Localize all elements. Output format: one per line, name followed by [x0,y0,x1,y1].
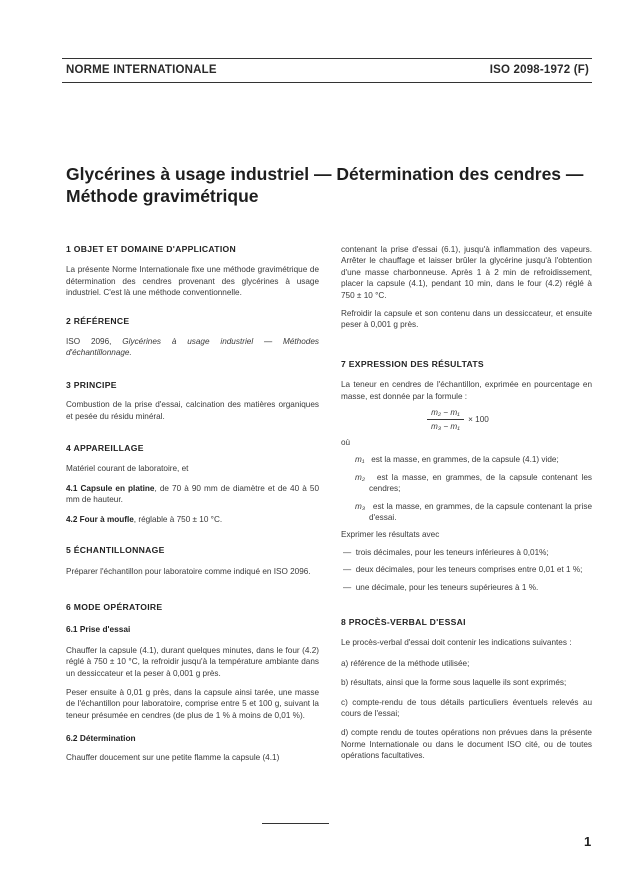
standard-label: NORME INTERNATIONALE [66,64,217,76]
section-8-heading: 8 PROCÈS-VERBAL D'ESSAI [341,616,466,627]
report-item-c: c) compte-rendu de tous détails particuliers éventuels relevés au cours de l'essai; [341,697,592,718]
decimal-rule-3: — une décimale, pour les teneurs supérieures à 1 %. [343,582,539,592]
reference-number: ISO 2096, [66,337,123,347]
report-item-b: b) résultats, ainsi que la forme sous laquelle ils sont exprimés; [341,678,567,688]
left-column [66,244,319,763]
subsection-6-2-text: Chauffer doucement sur une petite flamme la capsule (4.1) [66,752,280,762]
right-column [341,244,592,762]
section-1-heading: 1 OBJET ET DOMAINE D'APPLICATION [66,244,237,254]
report-item-a: a) référence de la méthode utilisée; [341,658,470,668]
symbol-m3: m₃ [355,501,366,511]
cooling-text: Refroidir la capsule et son contenu dans un dessiccateur, et ensuite peser à 0,001 g près. [341,309,592,330]
section-3-text: Combustion de la prise d'essai, calcination des matières organiques et pesée du résidu minéral. [66,400,319,421]
footer-rule [262,823,329,824]
definition-m3 [355,501,592,524]
section-3-heading: 3 PRINCIPE [66,379,117,390]
item-4-1-label: 4.1 Capsule en platine [66,483,155,493]
section-4-heading: 4 APPAREILLAGE [66,443,144,454]
section-5-text: Préparer l'échantillon pour laboratoire comme indiqué en ISO 2096. [66,566,311,576]
section-6-heading: 6 MODE OPÉRATOIRE [66,601,163,612]
section-8-intro: Le procès-verbal d'essai doit contenir les indications suivantes : [341,638,572,648]
title-line-1: Glycérines à usage industriel — Détermination des cendres — [66,164,584,184]
item-4-2-label: 4.2 Four à moufle [66,514,134,524]
symbol-definitions [355,454,592,523]
reference-title: Glycérines à usage industriel — Méthodes d'échantillonnage. [66,337,319,358]
decimal-rules [343,547,592,593]
definition-m2-text: est la masse, en grammes, de la capsule contenant les cendres; [369,472,592,494]
section-5-heading: 5 ÉCHANTILLONNAGE [66,545,165,556]
title-line-2: Méthode gravimétrique [66,186,259,206]
subsection-6-1-heading: 6.1 Prise d'essai [66,624,131,635]
item-4-1 [66,483,319,506]
symbol-m2: m₂ [355,472,365,482]
formula-denominator: m₃ − m₁ [431,422,460,432]
section-2-text [66,336,319,359]
section-7-intro: La teneur en cendres de l'échantillon, exprimée en pourcentage en masse, est donnée par la formule : [341,380,592,401]
item-4-2 [66,514,319,525]
definition-m3-text: est la masse, en grammes, de la capsule contenant la prise d'essai. [369,501,593,522]
decimal-rule-3-text: une décimale, pour les teneurs supérieures à 1 %. [355,582,539,592]
decimal-rule-2-text: deux décimales, pour les teneurs comprises entre 0,01 et 1 %; [355,565,583,575]
subsection-6-1-p1: Chauffer la capsule (4.1), durant quelques minutes, dans le four (4.2) réglé à 750 ± 10 °C, la refroidir jusqu'à la température ambiante dans un dessiccateur et la peser à 0,001 g près. [66,645,319,678]
section-1-text: La présente Norme Internationale fixe une méthode gravimétrique de détermination des cendres provenant des glycérines à usage industriel. C'est là une méthode conventionnelle. [66,265,319,298]
formula-fraction [427,407,464,433]
document-title [66,163,606,207]
item-4-2-text: , réglable à 750 ± 10 °C. [133,514,223,524]
determination-continued: contenant la prise d'essai (6.1), jusqu'à inflammation des vapeurs. Arrêter le chauffage et laisser brûler la glycérine jusqu'à l'obtention d'une masse charbonneuse. Après 1 à 2 min de refroidissement, placer la capsule (4.1), pendant 10 min, dans le four (4.2) réglé à 750 ± 10 °C. [341,245,592,300]
definition-m1 [355,454,592,465]
section-2-heading: 2 RÉFÉRENCE [66,315,130,326]
symbol-m1: m₁ [355,455,365,465]
header-rule-top [62,58,592,59]
header-rule-bottom [62,82,592,83]
standard-number: ISO 2098-1972 (F) [489,64,589,76]
decimal-rule-1-text: trois décimales, pour les teneurs inférieures à 0,01%; [355,547,549,557]
section-4-intro: Matériel courant de laboratoire, et [66,464,189,474]
express-results-text: Exprimer les résultats avec [341,530,440,540]
decimal-rule-1: — trois décimales, pour les teneurs inférieures à 0,01%; [343,547,549,557]
report-item-d: d) compte rendu de toutes opérations non prévues dans la présente Norme Internationale ou dans le document ISO cité, ou de toutes opérations facultatives. [341,728,592,761]
definition-m1-text: est la masse, en grammes, de la capsule (4.1) vide; [371,455,559,465]
decimal-rule-2: — deux décimales, pour les teneurs comprises entre 0,01 et 1 %; [343,565,583,575]
formula [427,407,592,433]
formula-multiplier: × 100 [468,415,489,425]
definition-m2 [355,472,592,495]
section-7-heading: 7 EXPRESSION DES RÉSULTATS [341,358,484,369]
where-label: où [341,437,351,447]
page-number: 1 [584,834,592,849]
formula-numerator: m₂ − m₁ [427,407,464,420]
subsection-6-1-p2: Peser ensuite à 0,01 g près, dans la capsule ainsi tarée, une masse de l'échantillon pour laboratoire, comprise entre 5 et 100 g, suivant la teneur présumée en cendres (de plus de 1 % à moins de 0,01 %). [66,687,319,720]
subsection-6-2-heading: 6.2 Détermination [66,733,136,744]
item-4-1-text: , de 70 à 90 mm de diamètre et de 40 à 50 mm de hauteur. [66,483,319,505]
